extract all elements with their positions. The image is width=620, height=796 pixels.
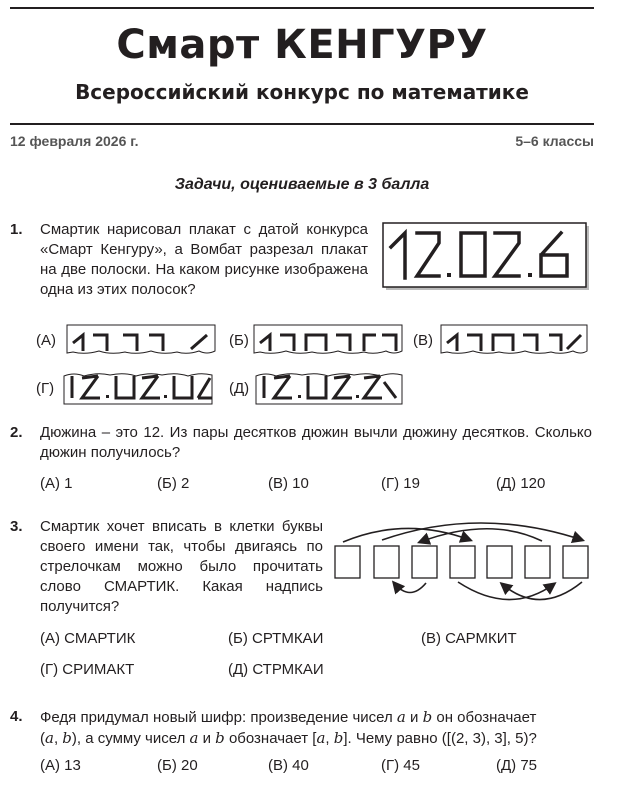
var-b: b: [62, 729, 72, 747]
option-3-c[interactable]: (В) САРМКИТ: [421, 630, 517, 647]
cell-2: [374, 546, 399, 578]
header-rule: [10, 123, 594, 125]
option-1-e-strip[interactable]: [256, 372, 406, 406]
var-a: a: [396, 708, 406, 726]
text: и: [405, 709, 423, 726]
option-1-b-label: (Б): [229, 332, 249, 349]
poster-12-02-26: [383, 223, 593, 293]
option-4-c[interactable]: (В) 40: [268, 757, 309, 774]
option-1-d-strip[interactable]: [64, 372, 214, 406]
option-2-d[interactable]: (Г) 19: [381, 475, 420, 492]
option-3-b[interactable]: (Б) СРТМКАИ: [228, 630, 324, 647]
question-number-2: 2.: [10, 424, 23, 441]
option-2-e[interactable]: (Д) 120: [496, 475, 546, 492]
question-number-1: 1.: [10, 221, 23, 238]
cell-1: [335, 546, 360, 578]
var-a: a: [316, 729, 326, 747]
grade-label: 5–6 классы: [515, 133, 594, 149]
option-4-e[interactable]: (Д) 75: [496, 757, 538, 774]
var-b: b: [215, 729, 225, 747]
option-2-b[interactable]: (Б) 2: [157, 475, 190, 492]
option-2-a[interactable]: (А) 1: [40, 475, 73, 492]
option-1-c-strip[interactable]: [441, 325, 591, 355]
option-3-a[interactable]: (А) СМАРТИК: [40, 630, 136, 647]
text: он обозначает: [432, 709, 537, 726]
question-number-4: 4.: [10, 708, 23, 725]
section-title: Задачи, оцениваемые в 3 балла: [174, 176, 430, 193]
text: ]. Чему равно ([(2, 3), 3], 5)?: [343, 730, 537, 747]
arrow-1: [343, 528, 470, 542]
option-1-d-label: (Г): [36, 380, 55, 397]
var-b: b: [333, 729, 344, 747]
cells: [335, 546, 588, 578]
text: и: [198, 730, 216, 747]
page-subtitle: Всероссийский конкурс по математике: [75, 80, 529, 104]
option-4-d[interactable]: (Г) 45: [381, 757, 420, 774]
question-text-3: Смартик хочет вписать в клетки буквы своего имени так, чтобы двигаясь по стрелочкам можно было прочитать слово СМАРТИК. Какая надпись получится?: [40, 518, 323, 615]
var-a: a: [189, 729, 199, 747]
contest-date: 12 февраля 2026 г.: [10, 133, 139, 149]
option-3-d[interactable]: (Г) СРИМАКТ: [40, 661, 135, 678]
var-a: a: [45, 729, 54, 747]
cell-3: [412, 546, 437, 578]
arrow-5: [458, 582, 554, 600]
text: обозначает [: [224, 730, 317, 747]
question-text-4: [40, 707, 600, 749]
cell-5: [487, 546, 512, 578]
option-1-a-strip[interactable]: [67, 325, 217, 355]
text: (: [40, 730, 45, 747]
question-4-line-2: [40, 728, 600, 749]
page-title: Смарт КЕНГУРУ: [116, 22, 488, 68]
option-3-e[interactable]: (Д) СТРМКАИ: [228, 661, 324, 678]
text: ), а сумму чисел: [71, 730, 190, 747]
arrow-4: [394, 583, 426, 593]
var-b: b: [422, 708, 433, 726]
top-rule: [10, 7, 594, 9]
text: ,: [53, 730, 63, 747]
option-4-b[interactable]: (Б) 20: [157, 757, 198, 774]
text: ,: [325, 730, 334, 747]
option-1-a-label: (А): [36, 332, 56, 349]
question-number-3: 3.: [10, 518, 23, 535]
option-1-e-label: (Д): [229, 380, 250, 397]
option-1-b-strip[interactable]: [254, 325, 404, 355]
arrow-2: [382, 523, 582, 540]
question-4-line-1: [40, 707, 600, 728]
question-text-2: Дюжина – это 12. Из пары десятков дюжин вычли дюжину десятков. Сколько дюжин получилось?: [40, 424, 592, 461]
option-2-c[interactable]: (В) 10: [268, 475, 309, 492]
question-text-1: Смартик нарисовал плакат с датой конкурса «Смарт Кенгуру», а Вомбат разрезал плакат на две полоски. На каком рисунке изображена одна из этих полосок?: [40, 221, 368, 298]
cell-7: [563, 546, 588, 578]
option-1-c-label: (В): [413, 332, 433, 349]
text: Федя придумал новый шифр: произведение чисел: [40, 709, 397, 726]
letter-cells-diagram: [330, 520, 600, 600]
cell-4: [450, 546, 475, 578]
cell-6: [525, 546, 550, 578]
option-4-a[interactable]: (А) 13: [40, 757, 81, 774]
